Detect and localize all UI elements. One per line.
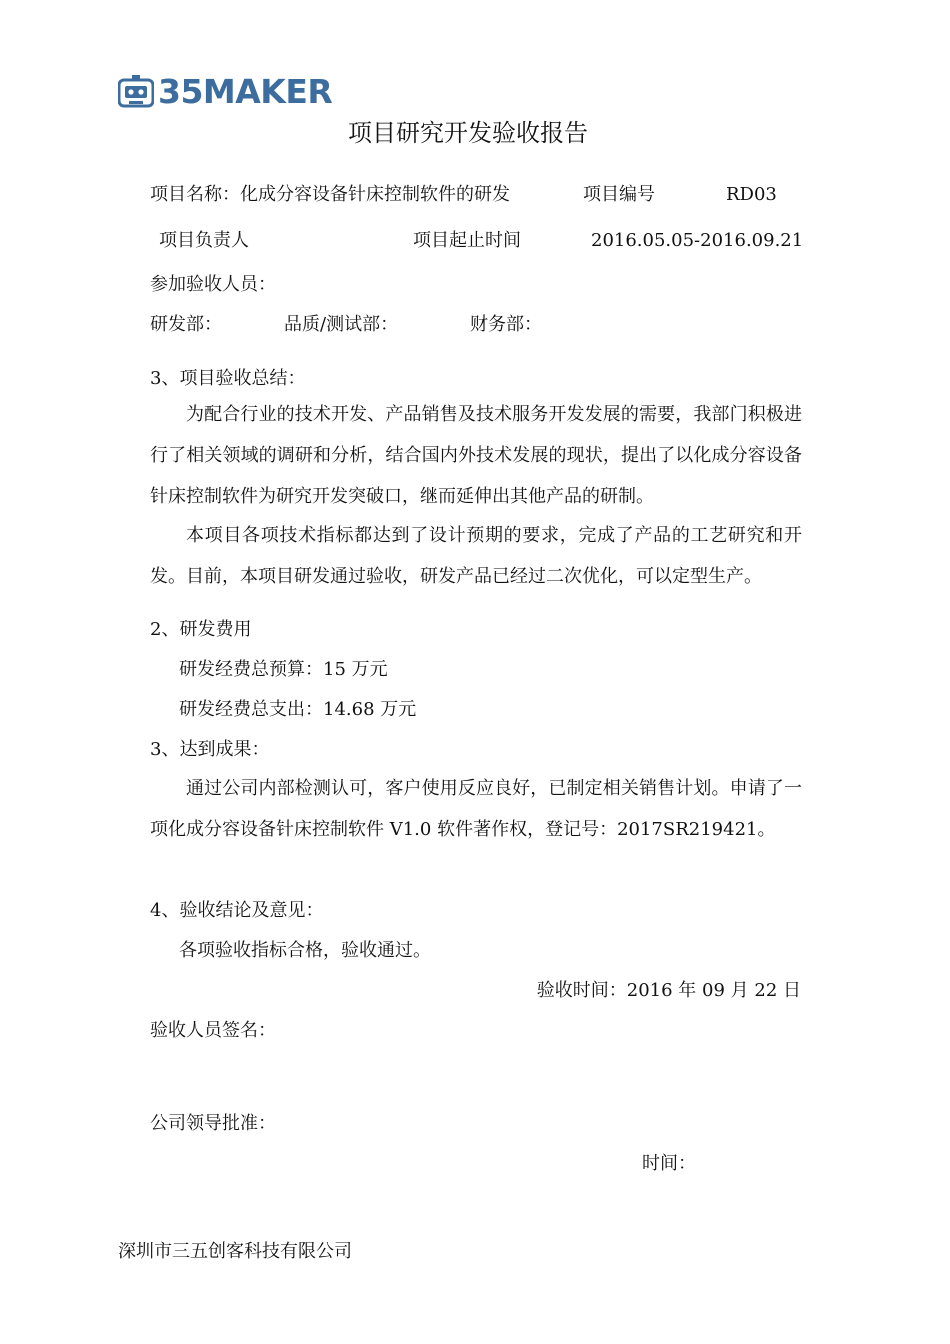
conclusion-text: 各项验收指标合格，验收通过。 [179,940,431,961]
project-name: 项目名称：化成分容设备针床控制软件的研发 [150,184,510,205]
summary-heading: 3、项目验收总结： [150,368,306,389]
dept-rd: 研发部： [150,314,222,335]
logo-text: 35MAKER [158,72,333,111]
cost-spent: 研发经费总支出：14.68 万元 [179,699,417,720]
time-label: 时间： [642,1153,696,1174]
project-number-value: RD03 [726,184,777,205]
page-title: 项目研究开发验收报告 [348,119,588,147]
result-heading: 3、达到成果： [150,739,270,760]
acceptance-date: 验收时间：2016 年 09 月 22 日 [536,980,801,1001]
company-logo [118,72,332,112]
project-number-label: 项目编号 [583,184,655,205]
signature-label: 验收人员签名： [150,1020,276,1041]
cost-budget: 研发经费总预算：15 万元 [179,659,388,680]
dept-qa: 品质/测试部： [284,314,399,335]
summary-paragraph-2: 本项目各项技术指标都达到了设计预期的要求，完成了产品的工艺研究和开发。目前，本项目研发通过验收，研发产品已经过二次优化，可以定型生产。 [150,525,802,587]
cost-heading: 2、研发费用 [150,619,252,640]
conclusion-heading: 4、验收结论及意见： [150,900,324,921]
footer-company: 深圳市三五创客科技有限公司 [118,1241,352,1262]
project-period-value: 2016.05.05-2016.09.21 [591,230,804,251]
result-paragraph: 通过公司内部检测认可，客户使用反应良好，已制定相关销售计划。申请了一项化成分容设备针床控制软件 V1.0 软件著作权，登记号：2017SR219421。 [150,778,802,840]
robot-head-icon [118,75,154,109]
summary-paragraph-1: 为配合行业的技术开发、产品销售及技术服务开发发展的需要，我部门积极进行了相关领域的调研和分析，结合国内外技术发展的现状，提出了以化成分容设备针床控制软件为研究开发突破口，继而延伸出其他产品的研制。 [150,404,802,507]
project-leader-label: 项目负责人 [159,230,249,251]
dept-finance: 财务部： [470,314,542,335]
approval-label: 公司领导批准： [150,1113,276,1134]
project-period-label: 项目起止时间 [413,230,521,251]
participants-label: 参加验收人员： [150,274,276,295]
